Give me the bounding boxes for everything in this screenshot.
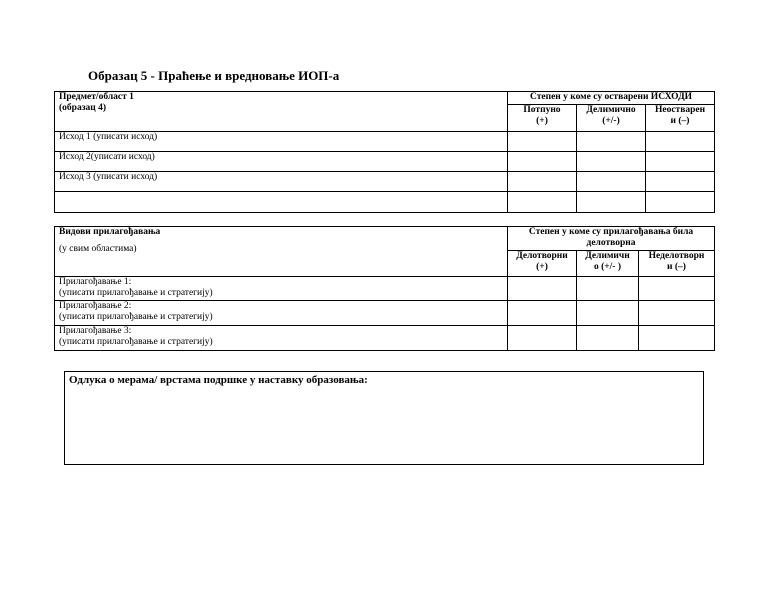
col-not-achieved: [646, 105, 715, 132]
table-row: [55, 192, 715, 213]
col-ineffective-sign: и (–): [667, 262, 686, 272]
adjustments-header-cell: [55, 227, 508, 277]
outcome-cell[interactable]: [55, 192, 508, 213]
outcome-cell[interactable]: Исход 1 (уписати исход): [55, 132, 508, 152]
table-row: [55, 301, 715, 326]
form-title: Образац 5 - Праћење и вредновање ИОП-а: [88, 68, 340, 83]
not-achieved-cell[interactable]: [646, 152, 715, 172]
fully-cell[interactable]: [508, 172, 577, 192]
table-row: [55, 326, 715, 351]
col-partially-effective-sign: о (+/- ): [593, 262, 622, 272]
col-not-achieved-label: Неостварен: [654, 105, 706, 115]
outcome-cell[interactable]: Исход 3 (уписати исход): [55, 172, 508, 192]
partially-cell[interactable]: [577, 152, 646, 172]
subject-form-ref: (образац 4): [59, 103, 107, 113]
col-partially-effective-label: Делимичн: [585, 251, 630, 261]
outcome-cell[interactable]: Исход 2(уписати исход): [55, 152, 508, 172]
partially-effective-cell[interactable]: [577, 326, 639, 351]
partially-effective-cell[interactable]: [577, 277, 639, 301]
ineffective-cell[interactable]: [639, 277, 715, 301]
effective-cell[interactable]: [508, 277, 577, 301]
fully-cell[interactable]: [508, 192, 577, 213]
col-effective-sign: (+): [536, 262, 548, 272]
col-ineffective: [639, 251, 715, 277]
adjustments-table: [54, 226, 715, 351]
effective-cell[interactable]: [508, 326, 577, 351]
outcomes-degree-header: Степен у коме су остварени ИСХОДИ: [508, 92, 715, 105]
effectiveness-degree-header: Степен у коме су прилагођавања била делотворна: [508, 227, 715, 251]
adjustment-title: Прилагођавање 2:: [59, 301, 132, 311]
adjustment-hint: (уписати прилагођавање и стратегију): [59, 312, 213, 322]
adjustment-cell[interactable]: [55, 277, 508, 301]
col-partially: [577, 105, 646, 132]
partially-cell[interactable]: [577, 192, 646, 213]
decision-label: Одлука о мерама/ врстама подршке у наставку образовања:: [69, 374, 368, 386]
col-partially-sign: (+/-): [602, 116, 620, 126]
col-not-achieved-sign: и (–): [670, 116, 690, 126]
adjustment-hint: (уписати прилагођавање и стратегију): [59, 288, 213, 298]
table-row: [55, 152, 715, 172]
adjustment-cell[interactable]: [55, 301, 508, 326]
ineffective-cell[interactable]: [639, 326, 715, 351]
adjustment-title: Прилагођавање 1:: [59, 277, 132, 287]
fully-cell[interactable]: [508, 152, 577, 172]
table-row: [55, 172, 715, 192]
effective-cell[interactable]: [508, 301, 577, 326]
adjustment-hint: (уписати прилагођавање и стратегију): [59, 337, 213, 347]
not-achieved-cell[interactable]: [646, 132, 715, 152]
subject-label: Предмет/област 1: [59, 92, 134, 102]
adjustment-title: Прилагођавање 3:: [59, 326, 132, 336]
table-row: [55, 132, 715, 152]
partially-cell[interactable]: [577, 132, 646, 152]
col-partially-effective: [577, 251, 639, 277]
adjustments-label: Видови прилагођавања: [59, 227, 161, 237]
col-ineffective-label: Неделотворн: [648, 251, 705, 261]
adjustments-scope: (у свим областима): [59, 244, 137, 254]
not-achieved-cell[interactable]: [646, 192, 715, 213]
decision-box[interactable]: [64, 371, 704, 465]
adjustment-cell[interactable]: [55, 326, 508, 351]
outcomes-table: [54, 91, 715, 213]
col-fully-sign: (+): [536, 116, 548, 126]
fully-cell[interactable]: [508, 132, 577, 152]
col-fully: [508, 105, 577, 132]
subject-header-cell: [55, 92, 508, 132]
partially-cell[interactable]: [577, 172, 646, 192]
not-achieved-cell[interactable]: [646, 172, 715, 192]
col-fully-label: Потпуно: [523, 105, 561, 115]
col-partially-label: Делимично: [586, 105, 636, 115]
partially-effective-cell[interactable]: [577, 301, 639, 326]
ineffective-cell[interactable]: [639, 301, 715, 326]
table-row: [55, 277, 715, 301]
col-effective-label: Делотворни: [516, 251, 568, 261]
col-effective: [508, 251, 577, 277]
